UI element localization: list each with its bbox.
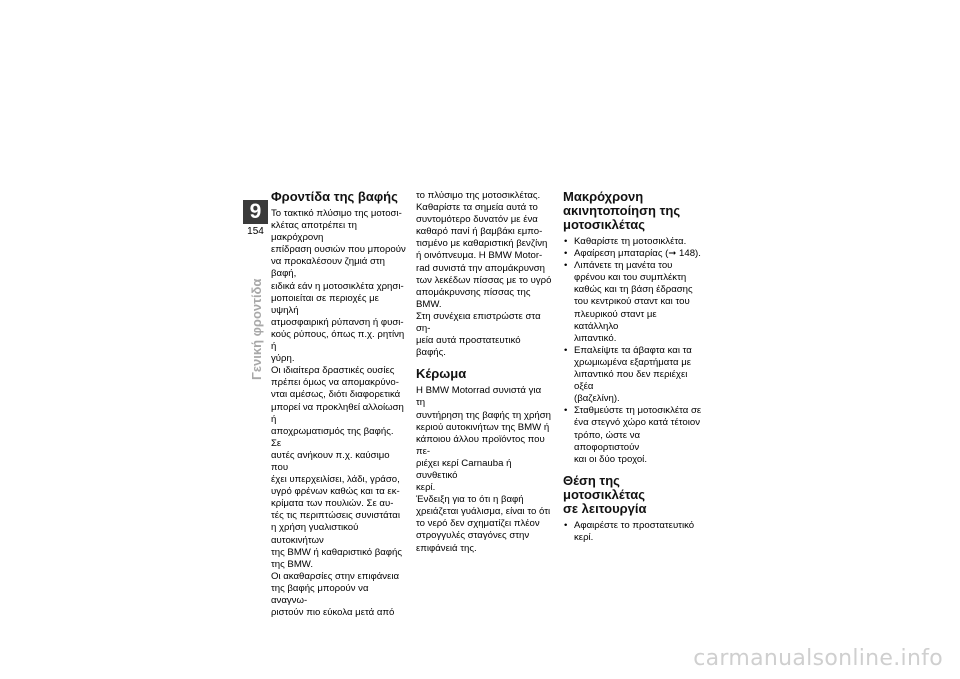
heading-long-storage <box>563 190 703 232</box>
text-line: κλέτας αποτρέπει τη μακρόχρονη <box>271 220 357 244</box>
site-watermark: carmanualsonline.info <box>693 646 943 671</box>
text-line: Καθαρίστε τα σημεία αυτά το <box>416 202 538 214</box>
column-2 <box>416 190 552 555</box>
text-line: Σταθμεύστε τη μοτοσικλέτα σε <box>574 405 702 417</box>
text-line: ή οινόπνευμα. Η BMW Motor- <box>416 250 543 262</box>
text-line: μοποιείται σε περιοχές με υψηλή <box>271 292 379 316</box>
text-line: Θέση της μοτοσικλέτας <box>563 472 645 502</box>
text-line: της BMW. <box>271 558 313 570</box>
text-line: Στη συνέχεια επιστρώστε στα ση- <box>416 310 541 335</box>
text-line: Οι ιδιαίτερα δραστικές ουσίες <box>271 365 395 377</box>
text-line: και οι δύο τροχοί. <box>574 453 647 465</box>
text-line: λιπαντικό που δεν περιέχει οξέα <box>574 369 688 393</box>
list-item <box>563 405 703 465</box>
text-line: Επαλείψτε τα άβαφτα και τα <box>574 344 692 356</box>
text-line: του κεντρικού σταντ και του <box>574 296 690 308</box>
list-item <box>563 236 703 248</box>
text-line: γύρη. <box>271 353 295 365</box>
text-line: μεία αυτά προστατευτικό βαφής. <box>416 335 521 359</box>
text-line: ριέχει κερί Carnauba ή συνθετικό <box>416 457 512 481</box>
column-3 <box>563 190 703 544</box>
text-line: τές τις περιπτώσεις συνιστάται <box>271 510 400 522</box>
text-line: αυτές ανήκουν π.χ. καύσιμο που <box>271 449 390 473</box>
text-line: μοτοσικλέτας <box>563 217 645 232</box>
paragraph <box>271 208 406 365</box>
text-line: κάποιου άλλου προϊόντος που πε- <box>416 433 545 457</box>
text-line: λιπαντικό. <box>574 332 617 344</box>
text-line: απομάκρυνσης πίσσας της BMW. <box>416 286 531 310</box>
text-line: επίδραση ουσιών που μπορούν <box>271 244 406 256</box>
text-line: ριστούν πιο εύκολα μετά από <box>271 607 395 619</box>
paragraph <box>271 365 406 571</box>
text-line: rad συνιστά την απομάκρυνση <box>416 262 545 274</box>
text-line: Η BMW Motorrad συνιστά για τη <box>416 385 542 409</box>
text-line: το πλύσιμο της μοτοσικλέτας. <box>416 190 541 201</box>
text-line: πλευρικού σταντ με κατάλληλο <box>574 308 657 332</box>
column-1 <box>271 190 406 619</box>
heading-waxing: Κέρωμα <box>416 366 467 382</box>
text-line: ατμοσφαιρική ρύπανση ή φυσι- <box>271 316 404 328</box>
text-line: υγρό φρένων καθώς και τα εκ- <box>271 486 400 498</box>
heading-paint-care: Φροντίδα της βαφής <box>271 189 398 204</box>
text-line: Λιπάνετε τη μανέτα του <box>574 260 673 272</box>
text-line: καθαρό πανί ή βαμβάκι εμπο- <box>416 226 543 238</box>
text-line: τισμένο με καθαριστική βενζίνη <box>416 238 548 250</box>
text-line: επιφάνειά της. <box>416 542 477 554</box>
text-line: αποχρωματισμός της βαφής. Σε <box>271 425 394 449</box>
text-line: πρέπει όμως να απομακρύνο- <box>271 377 399 389</box>
text-line: ειδικά εάν η μοτοσικλέτα χρησι- <box>271 280 404 292</box>
text-line: τρόπο, ώστε να αποφορτιστούν <box>574 429 641 453</box>
text-line: έχει υπερχειλίσει, λάδι, γράσο, <box>271 474 400 486</box>
text-line: κερί. <box>416 482 436 494</box>
list-item <box>563 248 703 260</box>
list-item <box>563 345 703 405</box>
text-line: σε λειτουργία <box>563 500 647 516</box>
text-line: Αφαιρέστε το προστατευτικό <box>574 519 695 531</box>
text-line: στρογγυλές σταγόνες στην <box>416 530 530 542</box>
heading-return-to-service <box>563 474 703 516</box>
text-line: (βαζελίνη). <box>574 393 620 405</box>
side-chapter-title: Γενική φροντίδα <box>249 278 264 380</box>
service-steps-list <box>563 520 703 544</box>
paragraph <box>416 494 552 554</box>
storage-steps-list <box>563 236 703 466</box>
page-number: 154 <box>247 226 264 237</box>
paragraph <box>271 571 406 619</box>
text-line: νται αμέσως, διότι διαφορετικά <box>271 389 401 401</box>
text-line: κούς ρύπους, όπως π.χ. ρητίνη ή <box>271 328 405 353</box>
paragraph <box>416 190 552 359</box>
text-line: φρένου και του συμπλέκτη <box>574 272 687 284</box>
paragraph <box>416 385 552 494</box>
text-line: μπορεί να προκληθεί αλλοίωση ή <box>271 401 404 425</box>
text-line: κεριού αυτοκινήτων της BMW ή <box>416 421 550 433</box>
text-line: συντήρηση της βαφής τη χρήση <box>416 409 552 421</box>
text-line: Μακρόχρονη <box>563 189 644 204</box>
text-line: κερί. <box>574 531 594 543</box>
text-line: το νερό δεν σχηματίζει πλέον <box>416 518 540 530</box>
chapter-tab <box>243 200 268 235</box>
text-line: χρωμιωμένα εξαρτήματα με <box>574 356 691 368</box>
text-line: η χρήση γυαλιστικού αυτοκινήτων <box>271 522 359 546</box>
list-item <box>563 520 703 544</box>
text-line: χρειάζεται γυάλισμα, είναι το ότι <box>416 506 551 518</box>
text-line: ακινητοποίηση της <box>563 203 681 218</box>
text-line: Καθαρίστε τη μοτοσικλέτα. <box>574 236 687 247</box>
text-line: Ένδειξη για το ότι η βαφή <box>416 494 524 506</box>
text-line: συντομότερο δυνατόν με ένα <box>416 214 538 226</box>
text-line: Το τακτικό πλύσιμο της μοτοσι- <box>271 208 402 219</box>
text-line: να προκαλέσουν ζημιά στη βαφή, <box>271 256 385 280</box>
text-line: κρίματα των πουλιών. Σε αυ- <box>271 498 394 510</box>
chapter-number: 9 <box>243 200 268 224</box>
list-item <box>563 260 703 345</box>
text-line: ένα στεγνό χώρο κατά τέτοιον <box>574 417 701 429</box>
text-line: Αφαίρεση μπαταρίας (➞ 148). <box>574 248 701 260</box>
text-line: των λεκέδων πίσσας με το υγρό <box>416 274 552 286</box>
text-line: της BMW ή καθαριστικό βαφής <box>271 546 402 558</box>
text-line: καθώς και τη βάση έδρασης <box>574 284 693 296</box>
text-line: Οι ακαθαρσίες στην επιφάνεια <box>271 570 400 582</box>
text-line: της βαφής μπορούν να αναγνω- <box>271 582 369 606</box>
